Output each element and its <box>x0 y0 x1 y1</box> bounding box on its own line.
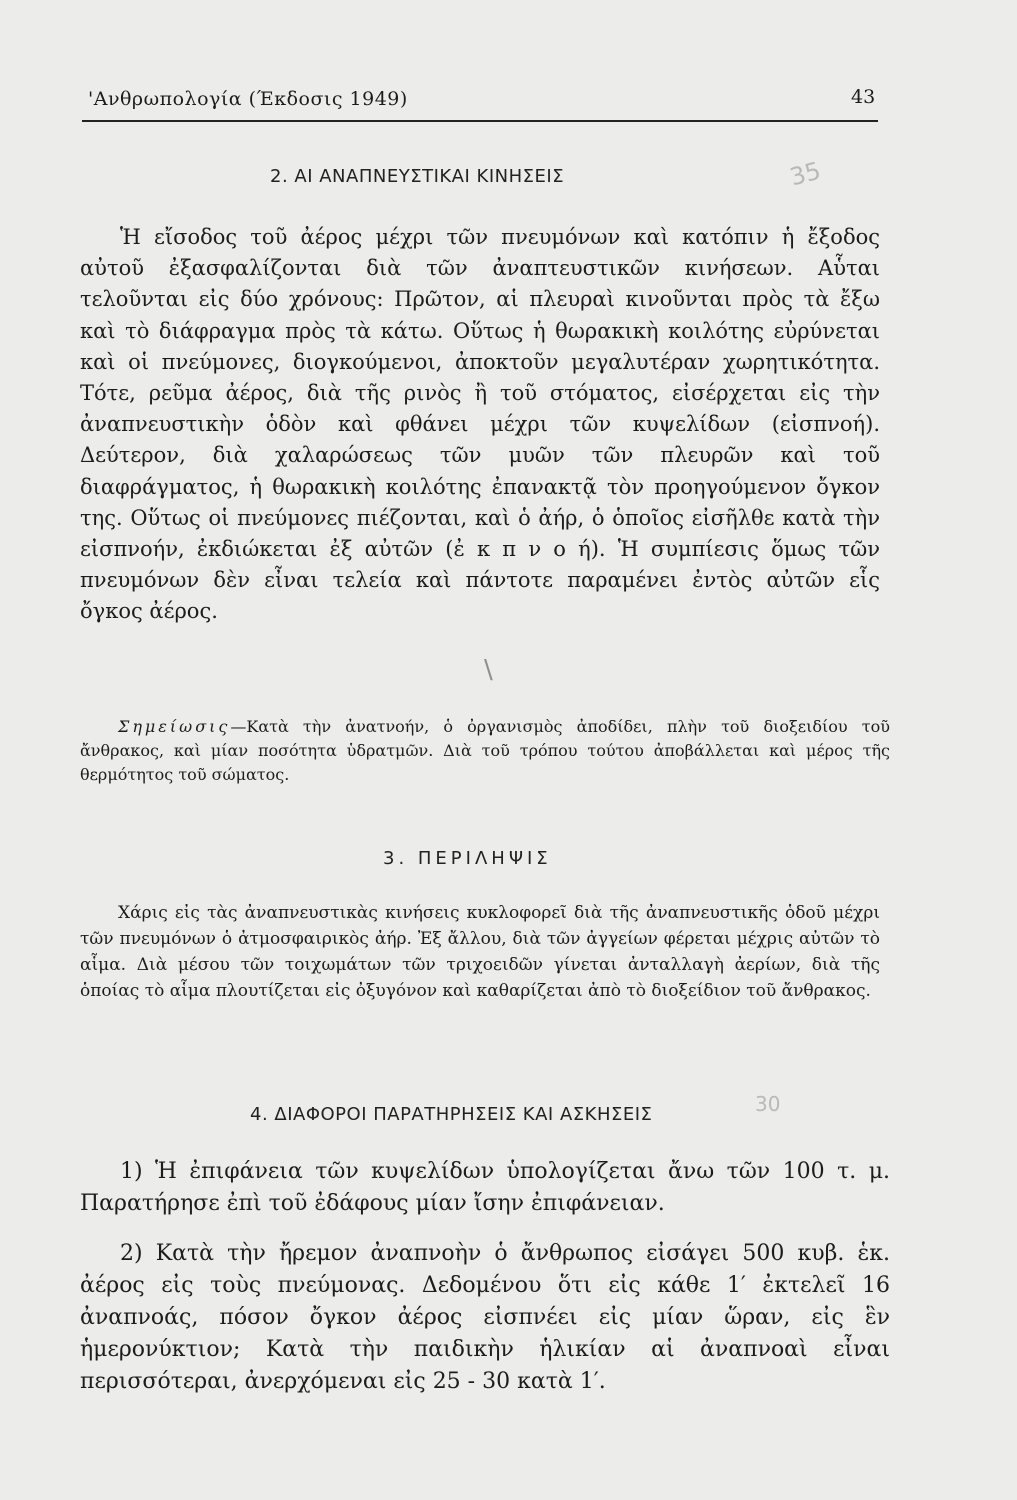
pencil-annotation-top: 35 <box>786 156 824 192</box>
page-number: 43 <box>851 86 876 108</box>
exercise-2: 2) Κατὰ τὴν ἤρεμον ἀναπνοὴν ὁ ἄνθρωπος εἰσάγει 500 κυβ. ἑκ. ἀέρος εἰς τοὺς πνεύμονας. Δεδομένου ὅτι εἰς κάθε 1′ ἐκτελεῖ 16 ἀναπνοάς, πόσον ὄγκον ἀέρος εἰσπνέει εἰς μίαν ὥραν, εἰς ἓν ἡμερονύκτιον; Κατὰ τὴν παιδικὴν ἡλικίαν αἱ ἀναπνοαὶ εἶναι περισσότεραι, ἀνερχόμεναι εἰς 25 - 30 κατὰ 1′. <box>80 1241 890 1394</box>
exercise-1: 1) Ἡ ἐπιφάνεια τῶν κυψελίδων ὑπολογίζεται ἄνω τῶν 100 τ. μ. Παρατήρησε ἐπὶ τοῦ ἐδάφους μίαν ἴσην ἐπιφάνειαν. <box>80 1159 890 1216</box>
note-lead: Σημείωσις <box>118 717 231 736</box>
pencil-annotation-bottom: 30 <box>755 1092 781 1116</box>
section-heading-summary: 3. ΠΕΡΙΛΗΨΙΣ <box>383 848 552 869</box>
section-heading-breathing-movements: 2. ΑΙ ΑΝΑΠΝΕΥΣΤΙΚΑΙ ΚΙΝΗΣΕΙΣ <box>270 166 565 187</box>
running-head: 'Ανθρωπολογία (Έκδοσις 1949) <box>88 88 408 110</box>
body-paragraph-breathing: Ἡ εἴσοδος τοῦ ἀέρος μέχρι τῶν πνευμόνων καὶ κατόπιν ἡ ἔξοδος αὐτοῦ ἐξασφαλίζονται διὰ τῶν ἀναπτευστικῶν κινήσεων. Αὗται τελοῦνται εἰς δύο χρόνους: Πρῶτον, αἱ πλευραὶ κινοῦνται πρὸς τὰ ἔξω καὶ τὸ διάφραγμα πρὸς τὰ κάτω. Οὕτως ἡ θωρακικὴ κοιλότης εὐρύνεται καὶ οἱ πνεύμονες, διογκούμενοι, ἀποκτοῦν μεγαλυτέραν χωρητικότητα. Τότε, ρεῦμα ἀέρος, διὰ τῆς ρινὸς ἢ τοῦ στόματος, εἰσέρχεται εἰς τὴν ἀναπνευστικὴν ὁδὸν καὶ φθάνει μέχρι τῶν κυψελίδων (εἰσπνοή). Δεύτερον, διὰ χαλαρώσεως τῶν μυῶν τῶν πλευρῶν καὶ τοῦ διαφράγματος, ἡ θωρακικὴ κοιλότης ἐπανακτᾷ τὸν προηγούμενον ὄγκον της. Οὕτως οἱ πνεύμονες πιέζονται, καὶ ὁ ἀήρ, ὁ ὁποῖος εἰσῆλθε κατὰ τὴν εἰσπνοήν, ἐκδιώκεται ἐξ αὐτῶν (ἐ κ π ν ο ή). Ἡ συμπίεσις ὅμως τῶν πνευμόνων δὲν εἶναι τελεία καὶ πάντοτε παραμένει ἐντὸς αὐτῶν εἷς ὄγκος ἀέρος. <box>80 225 880 624</box>
summary-paragraph: Χάρις εἰς τὰς ἀναπνευστικὰς κινήσεις κυκλοφορεῖ διὰ τῆς ἀναπνευστικῆς ὁδοῦ μέχρι τῶν πνευμόνων ὁ ἀτμοσφαιρικὸς ἀήρ. Ἐξ ἄλλου, διὰ τῶν ἀγγείων φέρεται μέχρις αὐτῶν τὸ αἷμα. Διὰ μέσου τῶν τοιχωμάτων τῶν τριχοειδῶν γίνεται ἀνταλλαγὴ ἀερίων, διὰ τῆς ὁποίας τὸ αἷμα πλουτίζεται εἰς ὀξυγόνον καὶ καθαρίζεται ἀπὸ τὸ διοξείδιον τοῦ ἄνθρακος. <box>80 903 880 1001</box>
pencil-annotation-middle: \ <box>484 655 493 685</box>
note-text: —Κατὰ τὴν ἀνατνοήν, ὁ ὀργανισμὸς ἀποδίδει, πλὴν τοῦ διοξειδίου τοῦ ἄνθρακος, καὶ μίαν ποσότητα ὑδρατμῶν. Διὰ τοῦ τρόπου τούτου ἀποβάλλεται καὶ μέρος τῆς θερμότητος τοῦ σώματος. <box>80 717 890 784</box>
note-paragraph <box>80 715 890 787</box>
section-heading-observations: 4. ΔΙΑΦΟΡΟΙ ΠΑΡΑΤΗΡΗΣΕΙΣ ΚΑΙ ΑΣΚΗΣΕΙΣ <box>250 1104 653 1125</box>
header-rule <box>82 120 878 122</box>
